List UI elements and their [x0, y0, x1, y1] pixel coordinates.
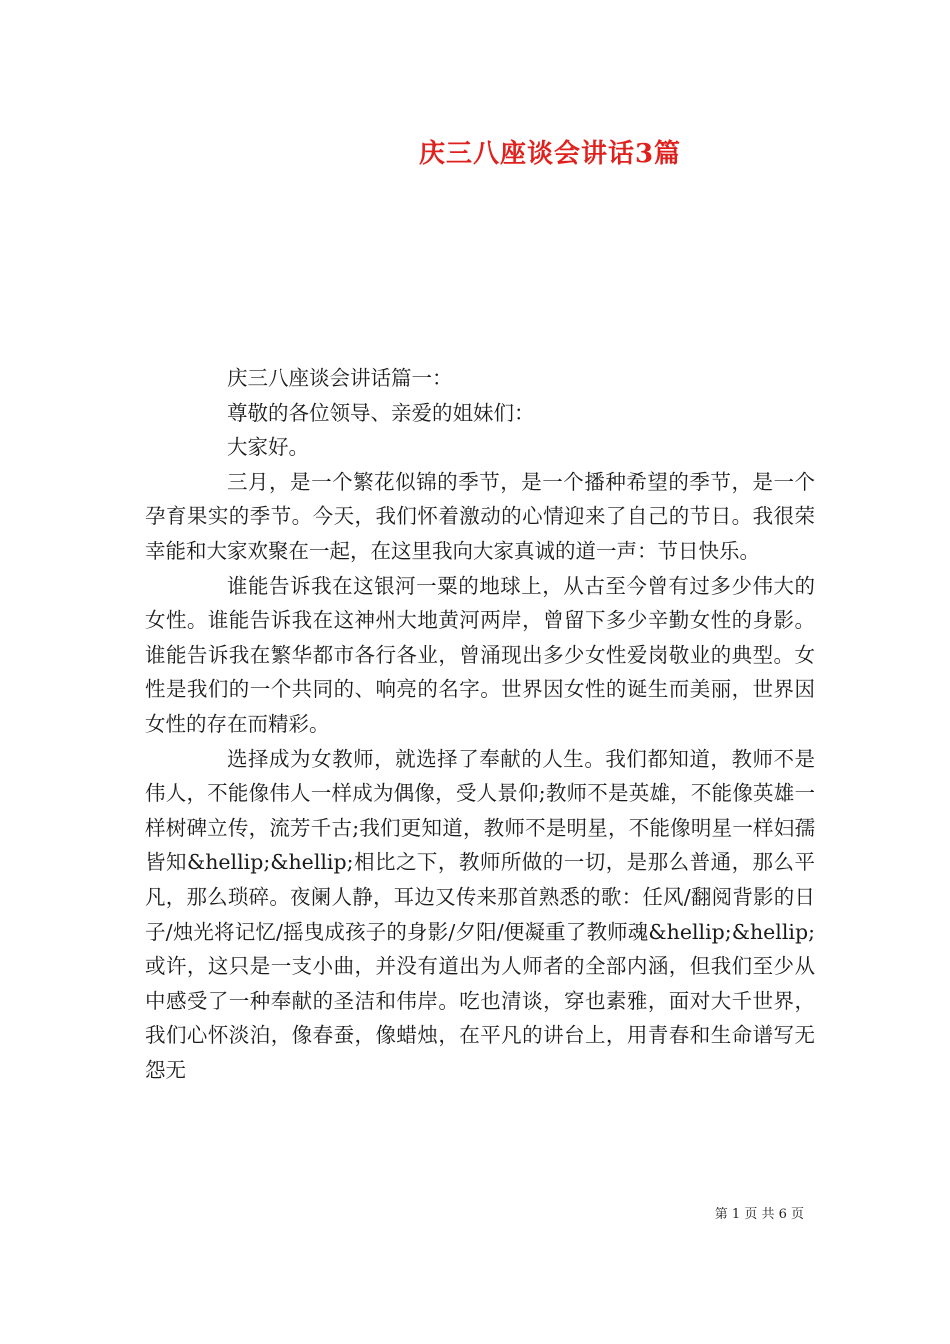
- paragraph-women: 谁能告诉我在这银河一粟的地球上，从古至今曾有过多少伟大的女性。谁能告诉我在这神州大地黄河两岸，曾留下多少辛勤女性的身影。谁能告诉我在繁华都市各行各业，曾涌现出多少女性爱岗敬业的典型。女性是我们的一个共同的、响亮的名字。世界因女性的诞生而美丽，世界因女性的存在而精彩。: [145, 573, 815, 736]
- paragraph-greeting: 大家好。: [227, 435, 309, 460]
- paragraph-march: 三月，是一个繁花似锦的季节，是一个播种希望的季节，是一个孕育果实的季节。今天，我们怀着激动的心情迎来了自己的节日。我很荣幸能和大家欢聚在一起，在这里我向大家真诚的道一声：节日快乐。: [145, 469, 815, 563]
- paragraph-teachers: 选择成为女教师，就选择了奉献的人生。我们都知道，教师不是伟人，不能像伟人一样成为偶像，受人景仰;教师不是英雄，不能像英雄一样树碑立传，流芳千古;我们更知道，教师不是明星，不能像明星一样妇孺皆知&hellip;&hellip;相比之下，教师所做的一切，是那么普通，那么平凡，那么琐碎。夜阑人静，耳边又传来那首熟悉的歌：任风/翻阅背影的日子/烛光将记忆/摇曳成孩子的身影/夕阳/便凝重了教师魂&hellip;&hellip;或许，这只是一支小曲，并没有道出为人师者的全部内涵，但我们至少从中感受了一种奉献的圣洁和伟岸。吃也清谈，穿也素雅，面对大千世界，我们心怀淡泊，像春蚕，像蜡烛，在平凡的讲台上，用青春和生命谱写无怨无: [145, 746, 815, 1082]
- paragraph-salutation: 尊敬的各位领导、亲爱的姐妹们：: [227, 400, 535, 425]
- document-title: 庆三八座谈会讲话3篇: [418, 139, 682, 169]
- document-body: [145, 361, 815, 1087]
- page-number-footer: 第 1 页 共 6 页: [714, 1207, 804, 1222]
- paragraph-section-heading: 庆三八座谈会讲话篇一：: [227, 366, 453, 390]
